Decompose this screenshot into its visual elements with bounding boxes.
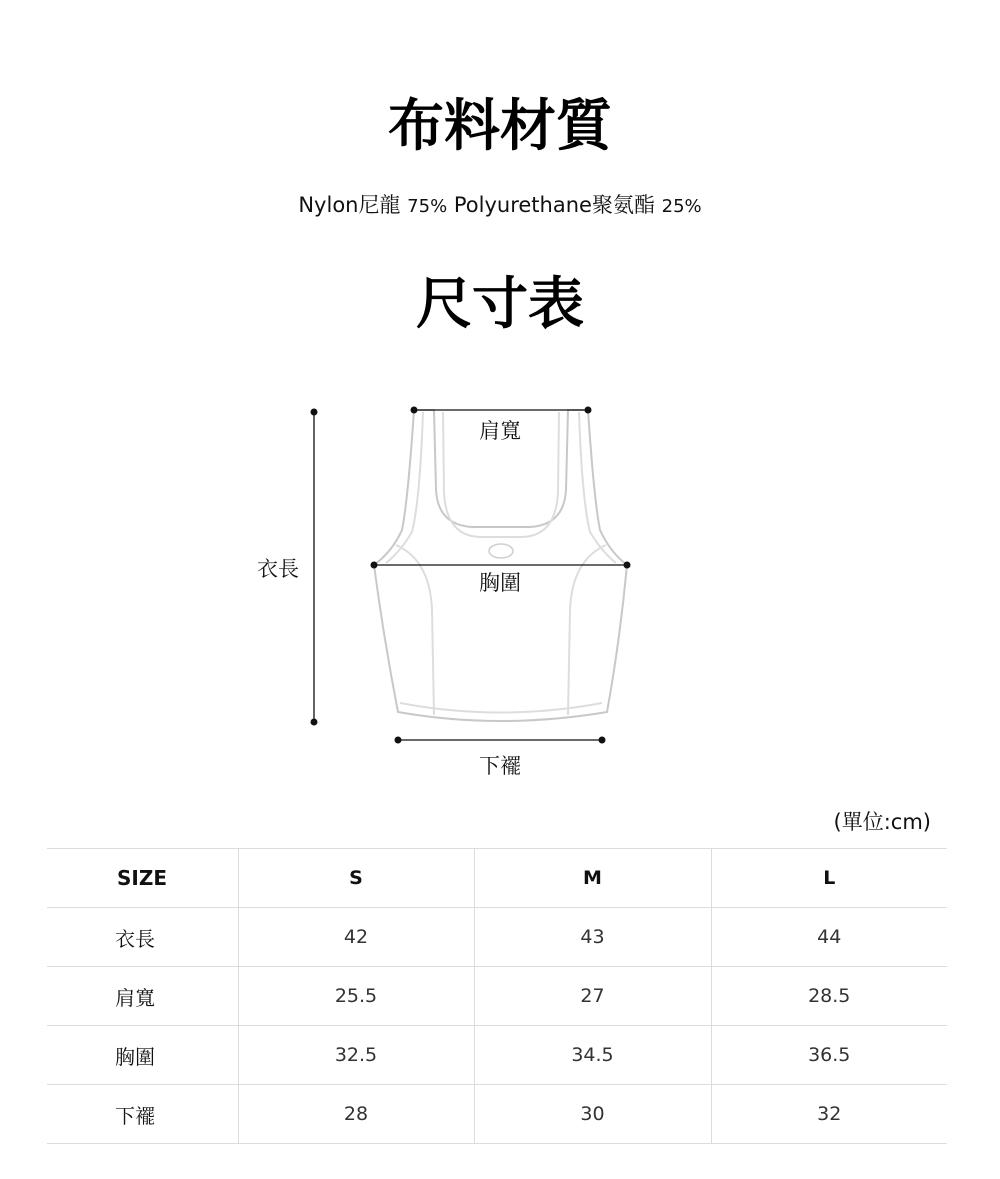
polyurethane-label: Polyurethane聚氨酯 [453,193,655,217]
cell-s: 28 [238,1085,474,1144]
length-label: 衣長 [257,557,299,581]
header-size: SIZE [47,849,238,908]
row-label: 下襬 [47,1085,238,1144]
cell-m: 27 [474,967,711,1026]
cell-m: 34.5 [474,1026,711,1085]
header-l: L [711,849,947,908]
hem-label: 下襬 [479,754,521,778]
polyurethane-percent: 25% [661,196,702,217]
chest-label: 胸圍 [479,571,521,595]
header-s: S [238,849,474,908]
cell-s: 25.5 [238,967,474,1026]
nylon-label: Nylon尼龍 [298,193,401,217]
table-row [47,967,947,1026]
header-m: M [474,849,711,908]
size-table [47,848,947,1144]
nylon-percent: 75% [407,196,448,217]
row-label: 衣長 [47,908,238,967]
cell-l: 44 [711,908,947,967]
table-row [47,1085,947,1144]
fabric-title: 布料材質 [388,94,612,159]
cell-m: 43 [474,908,711,967]
row-label: 胸圍 [47,1026,238,1085]
cell-l: 36.5 [711,1026,947,1085]
shoulder-label: 肩寬 [479,419,521,443]
cell-s: 42 [238,908,474,967]
cell-l: 32 [711,1085,947,1144]
size-chart-title: 尺寸表 [416,272,584,337]
table-row [47,1026,947,1085]
cell-l: 28.5 [711,967,947,1026]
cell-m: 30 [474,1085,711,1144]
cell-s: 32.5 [238,1026,474,1085]
unit-note: (單位:cm) [833,810,931,834]
row-label: 肩寬 [47,967,238,1026]
table-header-row [47,849,947,908]
table-row [47,908,947,967]
